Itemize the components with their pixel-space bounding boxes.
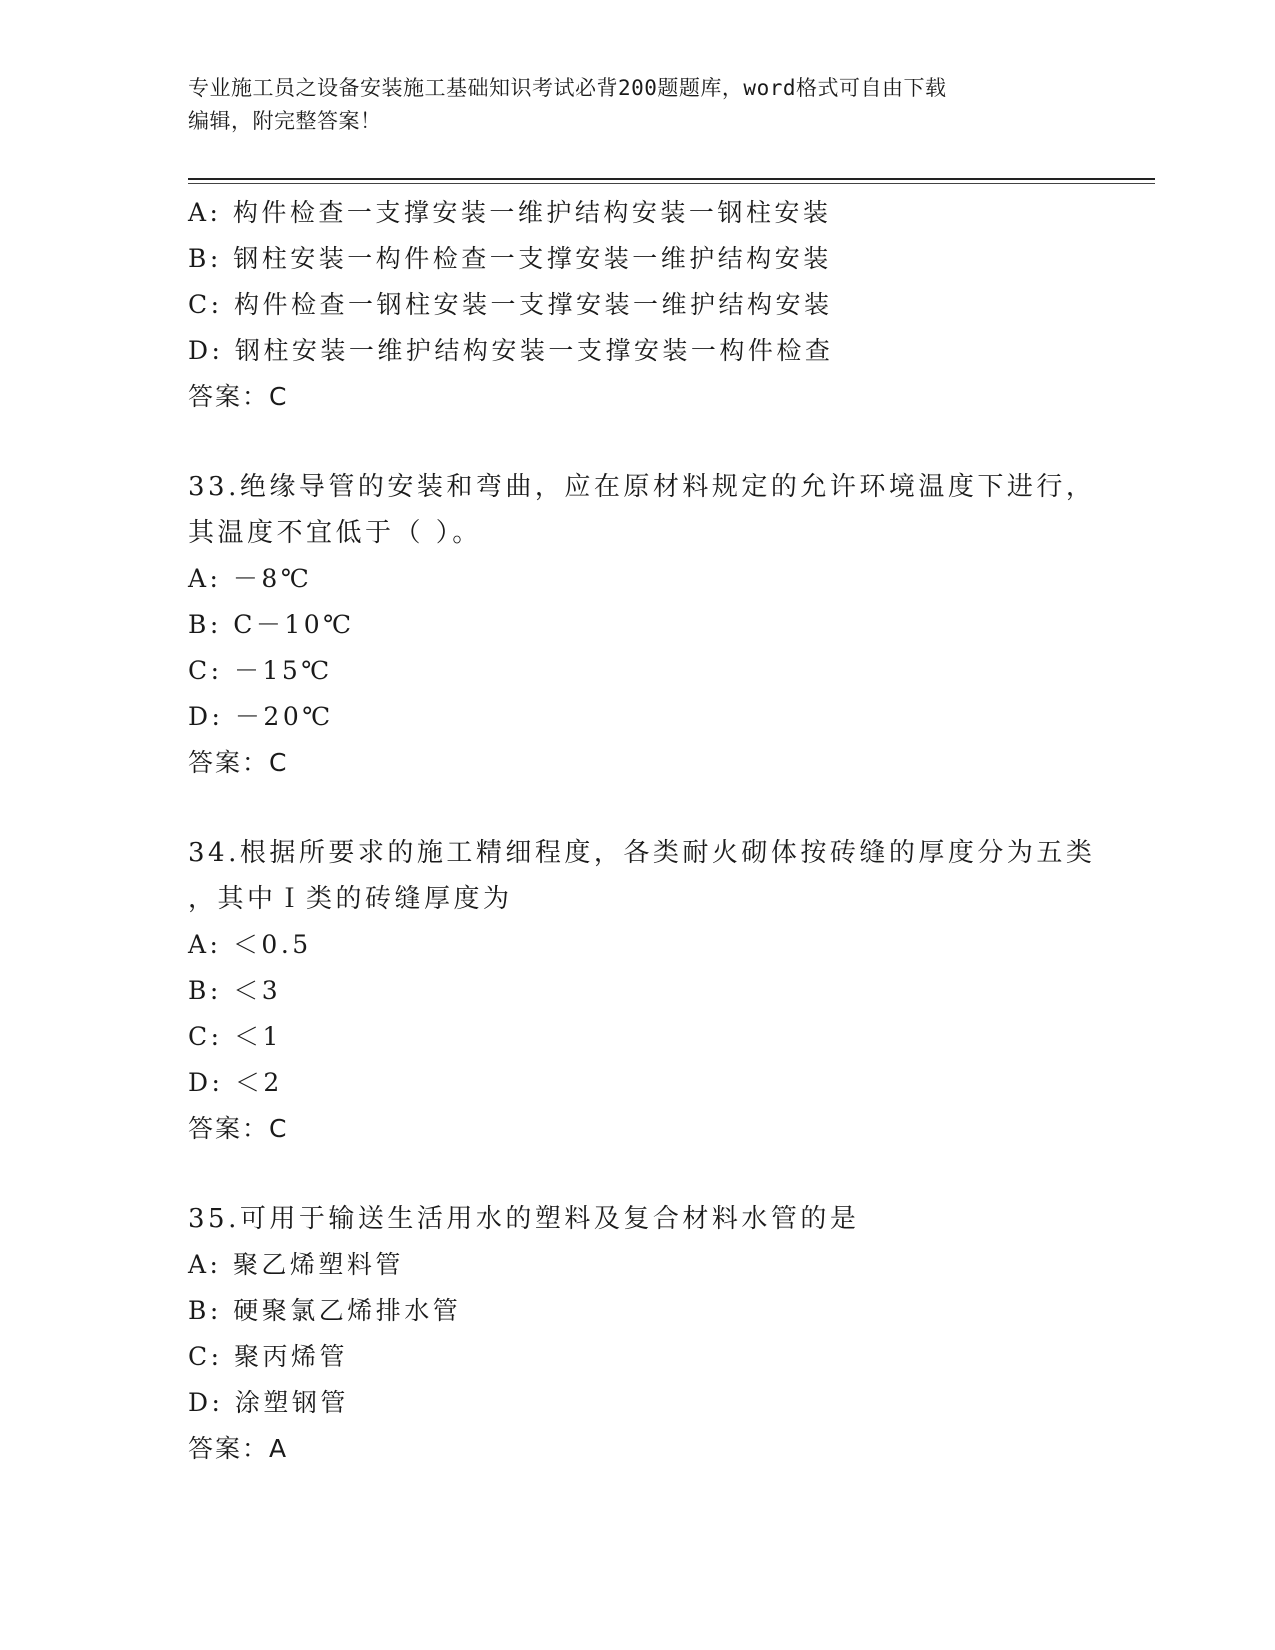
option-a: A: ＜0.5 [188,930,312,959]
question-stem [188,830,1148,922]
question-spacer [188,786,1148,830]
question-stem-line: ，其中Ｉ类的砖缝厚度为 [188,884,513,914]
answer-line: 答案：C [188,382,289,411]
option-b: B: 钢柱安装一构件检查一支撑安装一维护结构安装 [188,244,832,273]
option-a: A: 聚乙烯塑料管 [188,1250,404,1279]
question-stem [188,464,1148,556]
option-a: A: 构件检查一支撑安装一维护结构安装一钢柱安装 [188,198,832,227]
question-block [188,830,1148,1152]
header-line-1: 专业施工员之设备安装施工基础知识考试必背200题题库，word格式可自由下载 [188,76,947,100]
option-c: C: 聚丙烯管 [188,1342,348,1371]
question-stem [188,1196,1148,1242]
option-d: D: 钢柱安装一维护结构安装一支撑安装一构件检查 [188,336,834,365]
option-list [188,1242,1148,1426]
option-list [188,190,1148,374]
header-divider-thin [188,183,1155,184]
option-d: D: ＜2 [188,1068,283,1097]
option-d: D: －20℃ [188,702,334,731]
option-b: B: 硬聚氯乙烯排水管 [188,1296,462,1325]
option-b: B: ＜3 [188,976,282,1005]
option-a: A: －8℃ [188,564,313,593]
option-c: C: －15℃ [188,656,333,685]
question-stem-line: 35.可用于输送生活用水的塑料及复合材料水管的是 [188,1204,860,1234]
option-d: D: 涂塑钢管 [188,1388,349,1417]
question-block [188,464,1148,786]
question-block [188,1196,1148,1472]
answer-line: 答案：C [188,748,289,777]
question-spacer [188,1152,1148,1196]
option-c: C: 构件检查一钢柱安装一支撑安装一维护结构安装 [188,290,833,319]
document-header [188,72,1088,138]
question-stem-line: 34.根据所要求的施工精细程度，各类耐火砌体按砖缝的厚度分为五类 [188,838,1096,868]
option-b: B: C－10℃ [188,610,355,639]
header-divider-thick [188,178,1155,180]
option-c: C: ＜1 [188,1022,282,1051]
question-stem-line: 33.绝缘导管的安装和弯曲，应在原材料规定的允许环境温度下进行， [188,472,1096,502]
question-block [188,190,1148,420]
answer-line: 答案：C [188,1114,289,1143]
question-list [188,190,1148,1472]
header-line-2: 编辑，附完整答案！ [188,109,382,133]
option-list [188,556,1148,740]
answer-line: 答案：A [188,1434,289,1463]
question-spacer [188,420,1148,464]
option-list [188,922,1148,1106]
question-stem-line: 其温度不宜低于（ ）。 [188,518,482,548]
